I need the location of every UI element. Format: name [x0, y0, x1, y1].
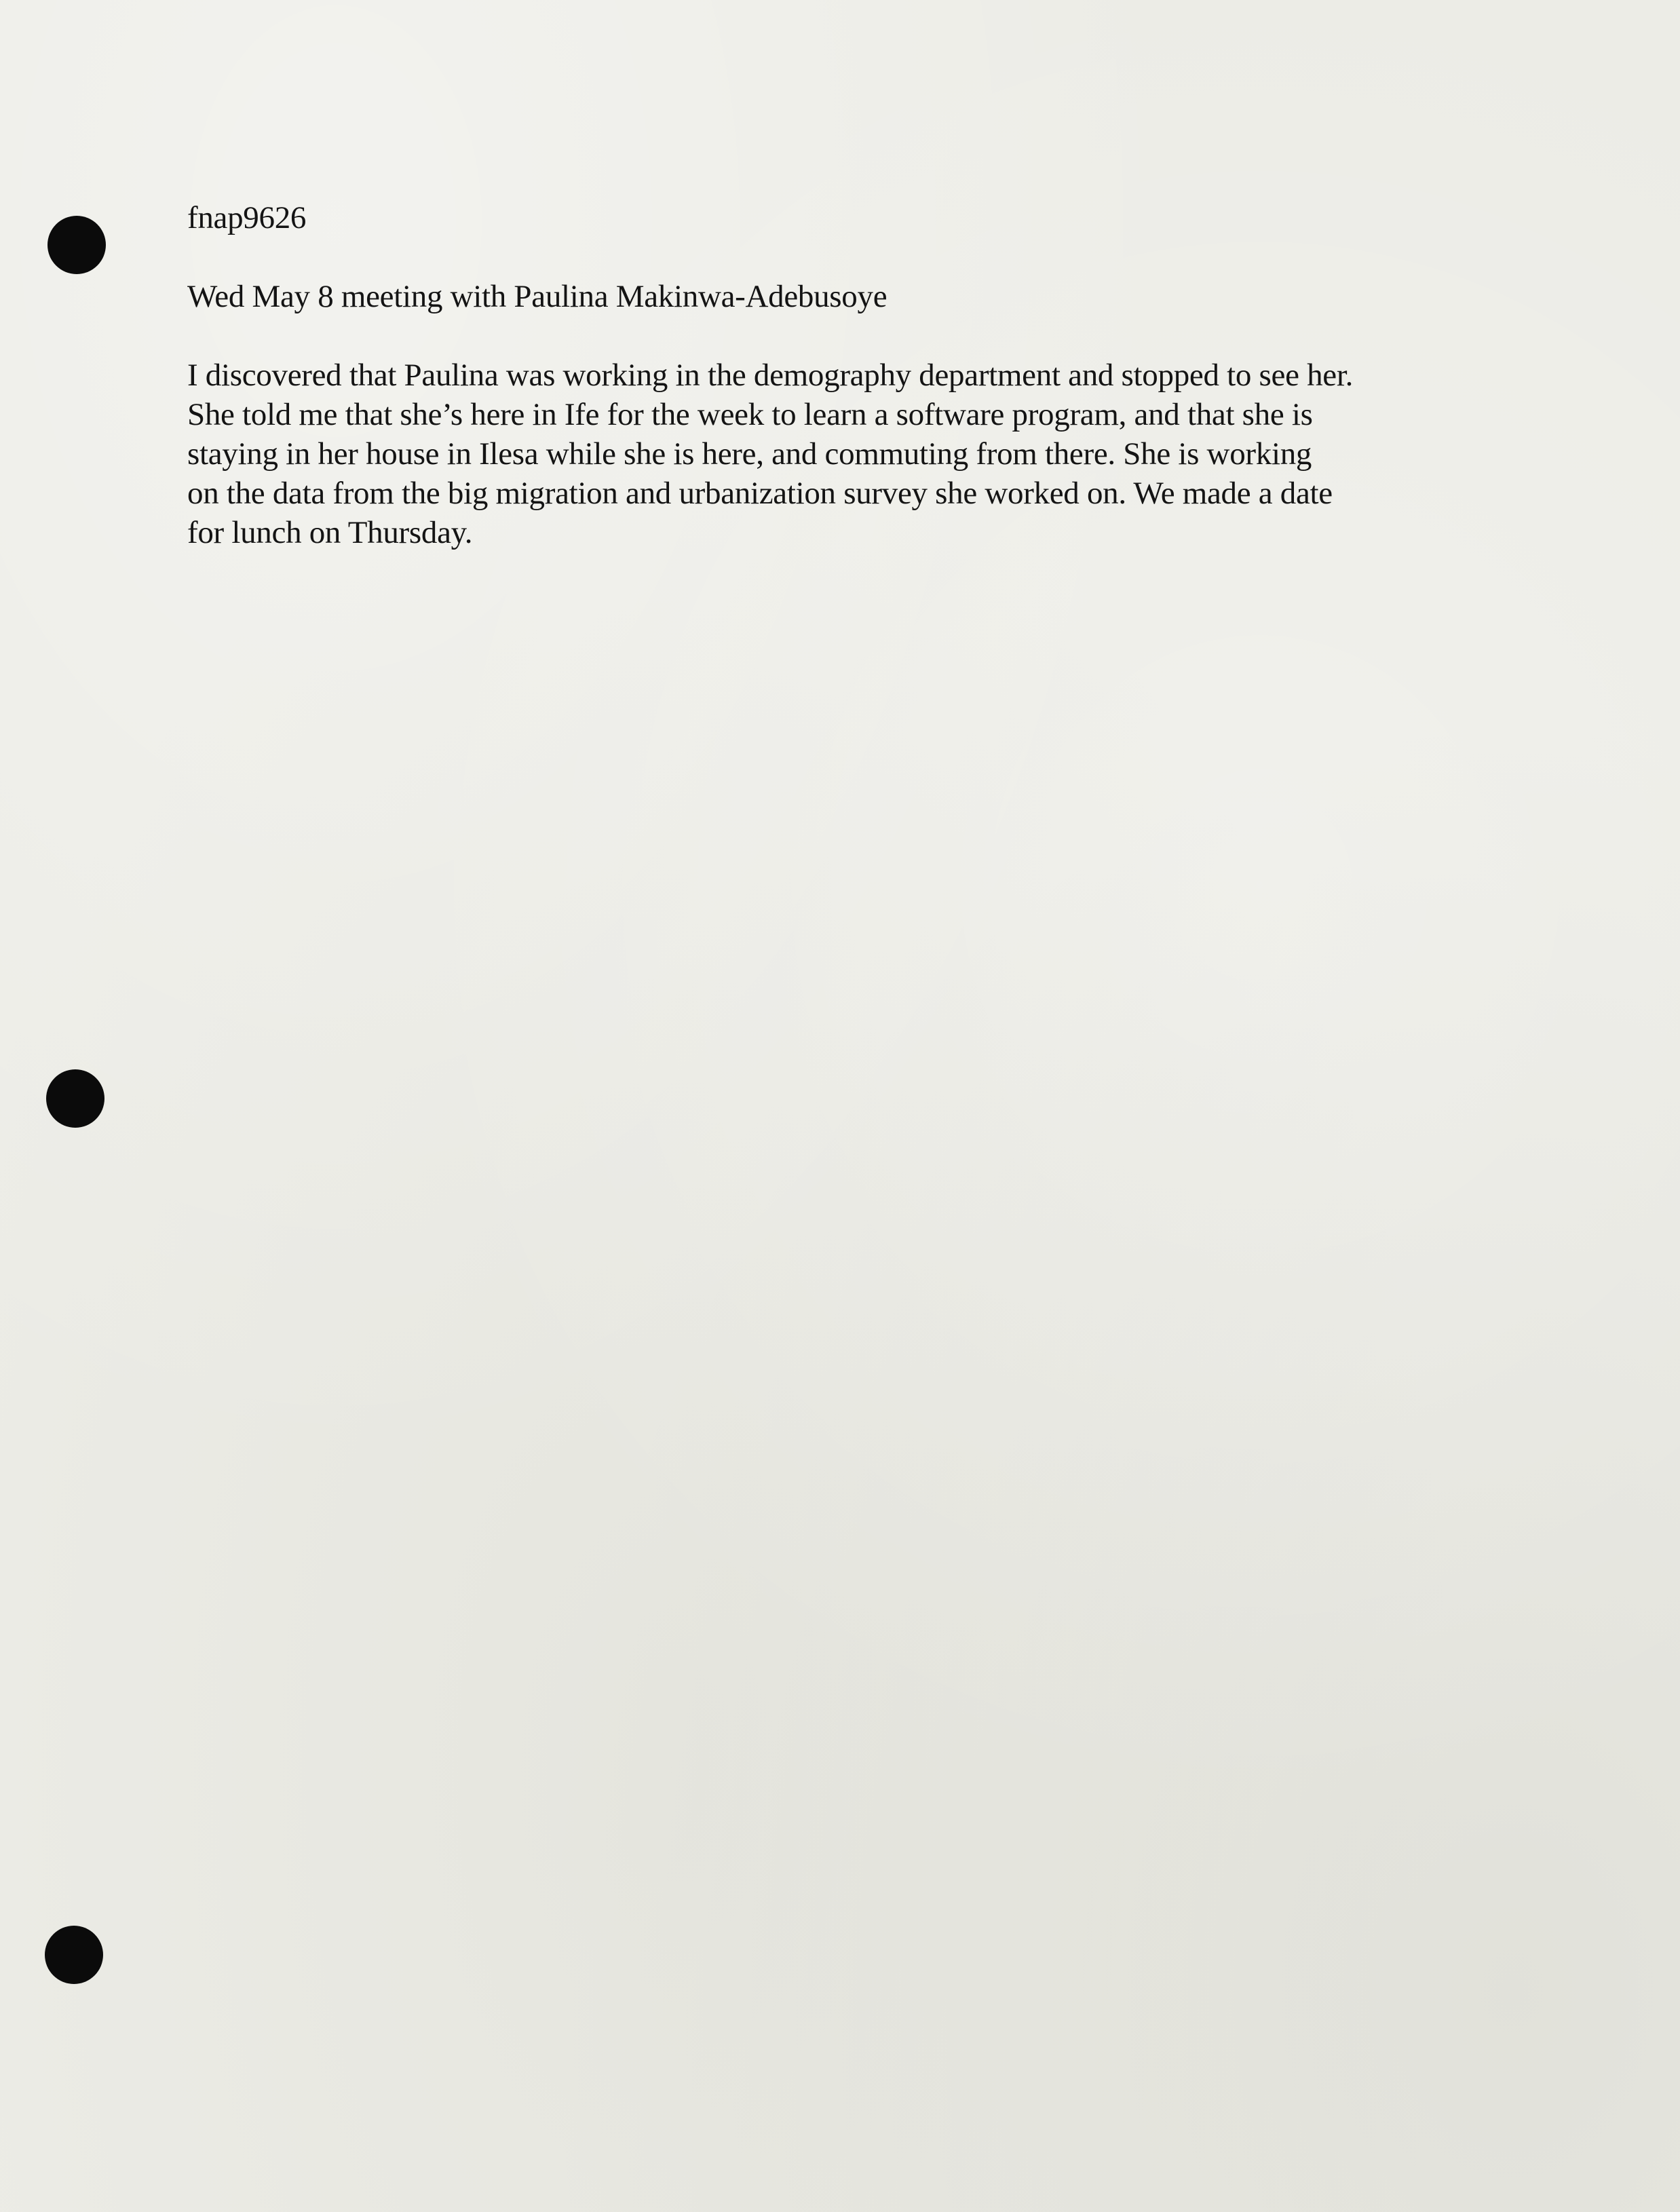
- body-line: on the data from the big migration and urbanization survey she worked on. We made a date: [187, 476, 1333, 511]
- document-body: [187, 356, 1544, 552]
- document-id: fnap9626: [187, 200, 307, 235]
- body-line: for lunch on Thursday.: [187, 515, 473, 550]
- body-line: staying in her house in Ilesa while she is here, and commuting from there. She is working: [187, 436, 1312, 472]
- punch-hole-top: [47, 216, 106, 274]
- body-line: She told me that she’s here in Ife for the week to learn a software program, and that she is: [187, 397, 1313, 432]
- punch-hole-middle: [46, 1069, 104, 1128]
- document-heading: Wed May 8 meeting with Paulina Makinwa-Adebusoye: [187, 279, 887, 314]
- punch-hole-bottom: [45, 1926, 103, 1984]
- body-line: I discovered that Paulina was working in the demography department and stopped to see her.: [187, 358, 1354, 393]
